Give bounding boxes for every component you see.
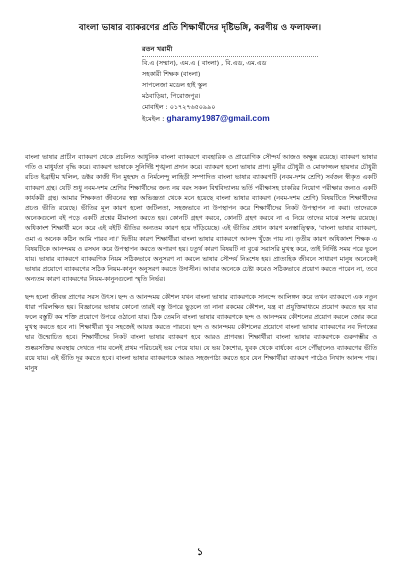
author-address: মঠবাড়িয়া, পিরোজপুর।: [142, 92, 201, 100]
author-school: সাপলেজা মডেল হাই স্কুল: [142, 81, 207, 89]
paragraph-1: বাংলা ভাষার প্রাচীন ব্যাকরণ থেকে প্রচলিত আধুনিক বাংলা ব্যাকরণে ব্যবহারিক ও প্রায়োগিক সৌন্দর্য আজও অক্ষুন্ন রয়েছে। ব্যাকরণ ভাষার গতি ও মাধুর্যতা বৃদ্ধি করে। ব্যাকরণ ভাষাকে সুনির্দিষ্ট শৃঙ্খলা প্রদান করে। ব্যাকরণ হলো ভাষার প্রাণ। মুনীর চৌধুরী ও মোফাজ্জল হায়দার চৌধুরী রচিত ইব্রাহীম খলিল, ডক্টর কাজী দীন মুহম্মদ ও নির্মলেন্দু লাহিড়ী সম্পাদিত বাংলা ভাষার ব্যাকরণটি (নবম-দশম শ্রেণি) সর্বজন স্বীকৃত একটি ব্যাকরণ গ্রন্থ। যেটি শুধু নবম-দশম শ্রেণির শিক্ষার্থীদের জন্য নয় বরং সকল বিশ্ববিদ্যালয় ভর্তি পরীক্ষাসহ চাকরির নিয়োগ পরীক্ষার জন্যও একটি কার্যকরী গ্রন্থ। আমার শিক্ষকতা জীবনের স্বল্প অভিজ্ঞতা থেকে মনে হয়েছে বাংলা ভাষার ব্যাকরণ (নবম-দশম শ্রেণি) বিষয়টিতে শিক্ষার্থীদের প্রচণ্ড ভীতি রয়েছে। ভীতির মূল কারণ হলো জটিলতা, সহজভাবে না উপস্থাপন করে শিক্ষার্থীদের নিকট উপস্থাপন না করা। তাদেরকে অনেকগুলো বই পড়ে একটি প্রশ্নের মীমাংসা করতে হয়। কোনটি গ্রহণ করবে, কোনটি গ্রহণ করবে না এ নিয়ে তাদের মাঝে সংশয় রয়েছে। অধিকাংশ শিক্ষার্থী মনে করে এই বইটি ভীতির অন্যতম কারণ হয়ে দাঁড়িয়েছে। এই ভীতির প্রধান কারণ মনস্তাত্ত্বিক, 'বাংলা ভাষার ব্যাকরণ, ওমা এ অনেক কঠিন আমি পারব না।' দ্বিতীয় কারণ শিক্ষার্থীরা বাংলা ভাষার ব্যাকরণে আনন্দ খুঁজে পায় না। তৃতীয় কারণ অধিকাংশ শিক্ষক এ বিষয়টিকে আনন্দময় ও রসঘন করে উপস্থাপন করতে অপারগ হয়। চতুর্থ কারণ বিষয়টি না বুঝে সরাসরি মুখস্থ করে, তাই নির্দিষ্ট সময় পরে ভুলে যায়। ভাষার ব্যাকরণে ব্যাকরণিক নিয়ম সঠিকভাবে অনুসরণ না করলে ভাষার সৌন্দর্য নিঃশেষ হয়। প্রাত্যহিক জীবনে সাধারণ মানুষ অনেকেই ভাষার প্রয়োগে ব্যাকরণের সঠিক নিয়ম-কানুন অনুসরণ করতে উদাসীন। আবার অনেকে চেষ্টা করেও সঠিকভাবে প্রয়োগ করতে পারেন না, তবে অন্যতম কারণ ব্যাকরণের নিয়ম-কানুনগুলো স্মৃতি নির্ভর।: [25, 154, 377, 284]
article-title: বাংলা ভাষার ব্যাকরণের প্রতি শিক্ষার্থীদের দৃষ্টিভঙ্গি, করণীয় ও ফলাফল।: [78, 23, 322, 33]
divider: [142, 55, 318, 57]
author-position: সহকারী শিক্ষক (বাংলা): [142, 70, 201, 78]
author-degrees: বি.এ (সম্মান), এম.এ ( বাংলা) , বি.এড, এম.এড: [142, 59, 267, 67]
email-label: ইমেইল :: [142, 115, 165, 123]
author-name: রতন খরামী: [142, 45, 173, 53]
article-body: [25, 153, 377, 381]
paragraph-2: ছন্দ হলো জীবন্ত প্রাণের সরস উৎস। ছন্দ ও আনন্দময় কৌশল যখন বাংলা ভাষার ব্যাকরণকে সানন্দে আলিঙ্গন করে তখন ব্যাকরণে এক নতুন ধারা পরিলক্ষিত হয়। বিজ্ঞানের ভাষায় কোনো তারই বস্তু উপরে ছুড়লে তা নানা রকমের কৌশল, যন্ত্র বা প্রযুক্তিমাধ্যমে প্রয়োগ করতে হয় যার ফলে বস্তুটি কম শক্তি প্রয়োগে উপরে ওঠানো যায়। ঠিক তেমনি বাংলা ভাষার ব্যাকরণকে ছন্দ ও আনন্দময় কৌশলের প্রয়োগ করলে জোর করে মুখস্থ করতে হবে না। শিক্ষার্থীরা খুব সহজেই আয়ত্ত করতে পারবে। ছন্দ ও আনন্দময় কৌশলের প্রয়োগে বাংলা ভাষার ব্যাকরণের নব দিগন্তের দ্বার উন্মোচিত হবে। শিক্ষার্থীদের নিকট বাংলা ভাষার ব্যাকরণ হবে আরও প্রাণবন্ত। শিক্ষার্থীরা বাংলা ভাষার ব্যাকরণকে গুরুগম্ভীর ও শুষ্করসক্তির অবস্থায় দেখতে পায় বলেই প্রথম পরিচয়েই ভয় পেয়ে যায়। যে ভয় কৈশোর, যুবক থেকে বার্ধক্যে এসে পৌঁছালেও ব্যাকরণের ভীতি রয়ে যায়। এই ভীতি দূর করতে হবে। বাংলা ভাষার ব্যাকরণকে আরও সহজপাঠ্য করতে হবে যেন শিক্ষার্থীরা ব্যাকরণ পাঠেও নিখাদ আনন্দ পায়। মানুষ: [25, 293, 377, 373]
author-email-row: [142, 113, 392, 125]
author-info: [142, 44, 392, 125]
author-mobile: মোবাইল : ০১৭২৭৬৫০৯৯০: [142, 103, 216, 111]
author-email: gharamy1987@gmail.com: [166, 113, 270, 123]
page-number: ১: [196, 547, 204, 558]
